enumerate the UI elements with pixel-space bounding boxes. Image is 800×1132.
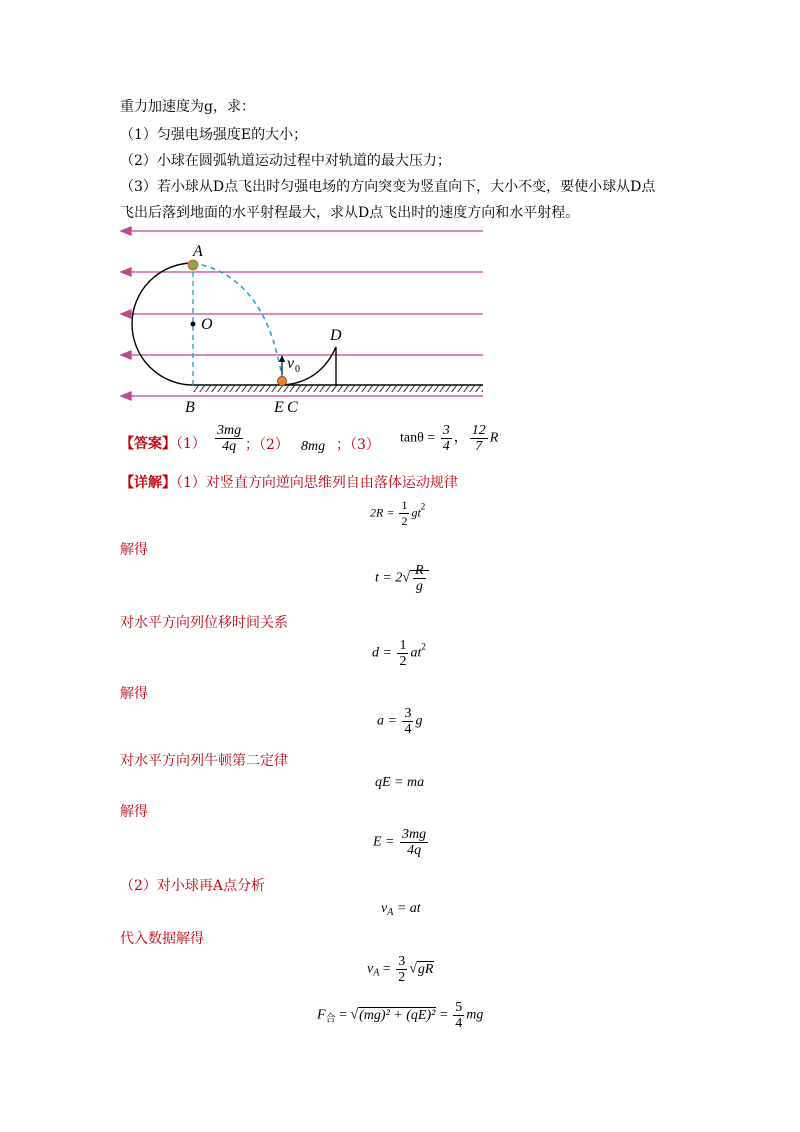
equation-1	[370, 498, 425, 529]
center-point	[191, 322, 196, 327]
question-3-line-2: 飞出后落到地面的水平射程最大，求从D点飞出时的速度方向和水平射程。	[120, 205, 580, 221]
answer-3b-numerator: 12	[471, 423, 486, 438]
label-v: v	[287, 355, 295, 372]
eq6-num: 3mg	[402, 827, 427, 842]
eq9-F: F	[317, 1007, 326, 1023]
equation-9: $F_合 = √(mg)^2 + (qE)^2$ = $\frac{5}{4}$ mg	[317, 1000, 484, 1031]
equation-5: qE = ma	[375, 775, 425, 790]
eq1-sup: 2	[420, 501, 426, 512]
circular-track	[132, 263, 193, 385]
eq8-v: v	[367, 961, 374, 977]
answer-3b-R: R	[489, 430, 499, 446]
eq2-den: g	[415, 579, 423, 594]
equation-8: $v_A$ = $\frac{3}{2}$ √gR	[367, 954, 434, 985]
detail-step-4: （2）对小球再A点分析	[120, 878, 266, 894]
label-A: A	[193, 243, 203, 260]
ground-hatching	[193, 385, 483, 392]
eq8-num: 3	[398, 954, 406, 969]
question-1: （1）匀强电场强度E的大小；	[120, 127, 308, 143]
label-E: E	[274, 399, 284, 415]
eq9-sub: 合	[325, 1013, 336, 1025]
eq4-lhs: a =	[377, 713, 401, 729]
answer-tag: 【答案】	[120, 436, 176, 452]
eq1-lhs: 2R =	[370, 505, 398, 520]
answer-2: 8mg	[301, 439, 326, 454]
label-C: C	[287, 399, 298, 415]
physics-diagram	[115, 225, 495, 415]
solve-3: 解得	[120, 804, 148, 820]
eq4-num: 3	[404, 706, 412, 721]
detail-tag: 【详解】	[120, 475, 176, 491]
eq8-den: 2	[398, 970, 406, 985]
eq4-den: 4	[404, 722, 412, 737]
eq9-rhs: mg	[466, 1007, 484, 1023]
ball-at-A	[189, 261, 198, 270]
eq6-den: 4q	[407, 843, 422, 858]
detail-line-1	[120, 473, 458, 493]
eq9-num: 5	[455, 1000, 463, 1015]
question-2: （2）小球在圆弧轨道运动过程中对轨道的最大压力；	[120, 153, 451, 169]
answer-3b-denominator: 7	[475, 439, 483, 454]
answer-3-numerator: 3	[442, 423, 450, 438]
eq1-den: 2	[401, 514, 408, 528]
equation-2: t = 2√ $\frac{R}{g}$	[375, 563, 429, 594]
electric-field-lines	[121, 227, 483, 400]
eq3-num: 1	[399, 638, 407, 653]
equation-7	[381, 901, 421, 918]
eq9-rad: (mg)² + (qE)²	[359, 1007, 436, 1023]
detail-step-5: 代入数据解得	[120, 931, 204, 947]
label-B: B	[185, 399, 195, 415]
eq7-rhs: = at	[393, 901, 421, 916]
eq7-sub: A	[387, 907, 394, 918]
eq9-eq: =	[335, 1007, 351, 1023]
answer-part-1-label: （1）	[176, 436, 206, 452]
label-O: O	[201, 316, 213, 333]
detail-step-3: 对水平方向列牛顿第二定律	[120, 753, 288, 769]
answer-3-comma: ，	[453, 430, 468, 446]
ball-at-E	[278, 377, 287, 386]
answer-3-lhs: tanθ =	[400, 430, 439, 446]
solve-1: 解得	[120, 542, 148, 558]
eq8-eq: =	[379, 961, 395, 977]
eq9-eq2: =	[436, 1007, 452, 1023]
eq1-rhs: gt	[411, 505, 421, 520]
question-3-line-1: （3）若小球从D点飞出时匀强电场的方向突变为竖直向下，大小不变，要使小球从D点	[120, 179, 656, 195]
eq4-rhs: g	[415, 713, 423, 729]
eq3-sup: 2	[421, 641, 426, 652]
detail-step-1: （1）对竖直方向逆向思维列自由落体运动规律	[176, 475, 458, 491]
answer-1-fraction	[213, 423, 245, 454]
answer-sep-1: ；（2）	[245, 437, 289, 453]
eq3-lhs: d =	[372, 645, 396, 661]
answer-line	[120, 431, 206, 457]
answer-sep-2: ；（3）	[336, 437, 380, 453]
answer-1-denominator: 4q	[222, 439, 237, 454]
answer-3	[400, 423, 498, 454]
equation-3	[372, 638, 426, 669]
eq8-rad: gR	[417, 961, 434, 977]
detail-step-2: 对水平方向列位移时间关系	[120, 615, 288, 631]
eq8-sub: A	[373, 967, 380, 979]
answer-1-numerator: 3mg	[217, 423, 242, 438]
eq6-lhs: E =	[373, 834, 398, 850]
label-v-sub: 0	[295, 364, 300, 375]
solve-2: 解得	[120, 686, 148, 702]
problem-line-0: 重力加速度为g，求：	[120, 99, 255, 115]
eq2-num: R	[415, 563, 424, 578]
eq1-num: 1	[401, 498, 408, 512]
eq7-v: v	[381, 901, 388, 916]
equation-6	[373, 827, 430, 858]
eq2-lhs: t = 2	[375, 570, 403, 586]
answer-3-denominator: 4	[442, 439, 450, 454]
equation-4	[377, 706, 422, 737]
label-D: D	[330, 327, 342, 344]
eq3-den: 2	[399, 654, 407, 669]
eq3-rhs: at	[410, 645, 422, 661]
eq9-den: 4	[455, 1016, 463, 1031]
